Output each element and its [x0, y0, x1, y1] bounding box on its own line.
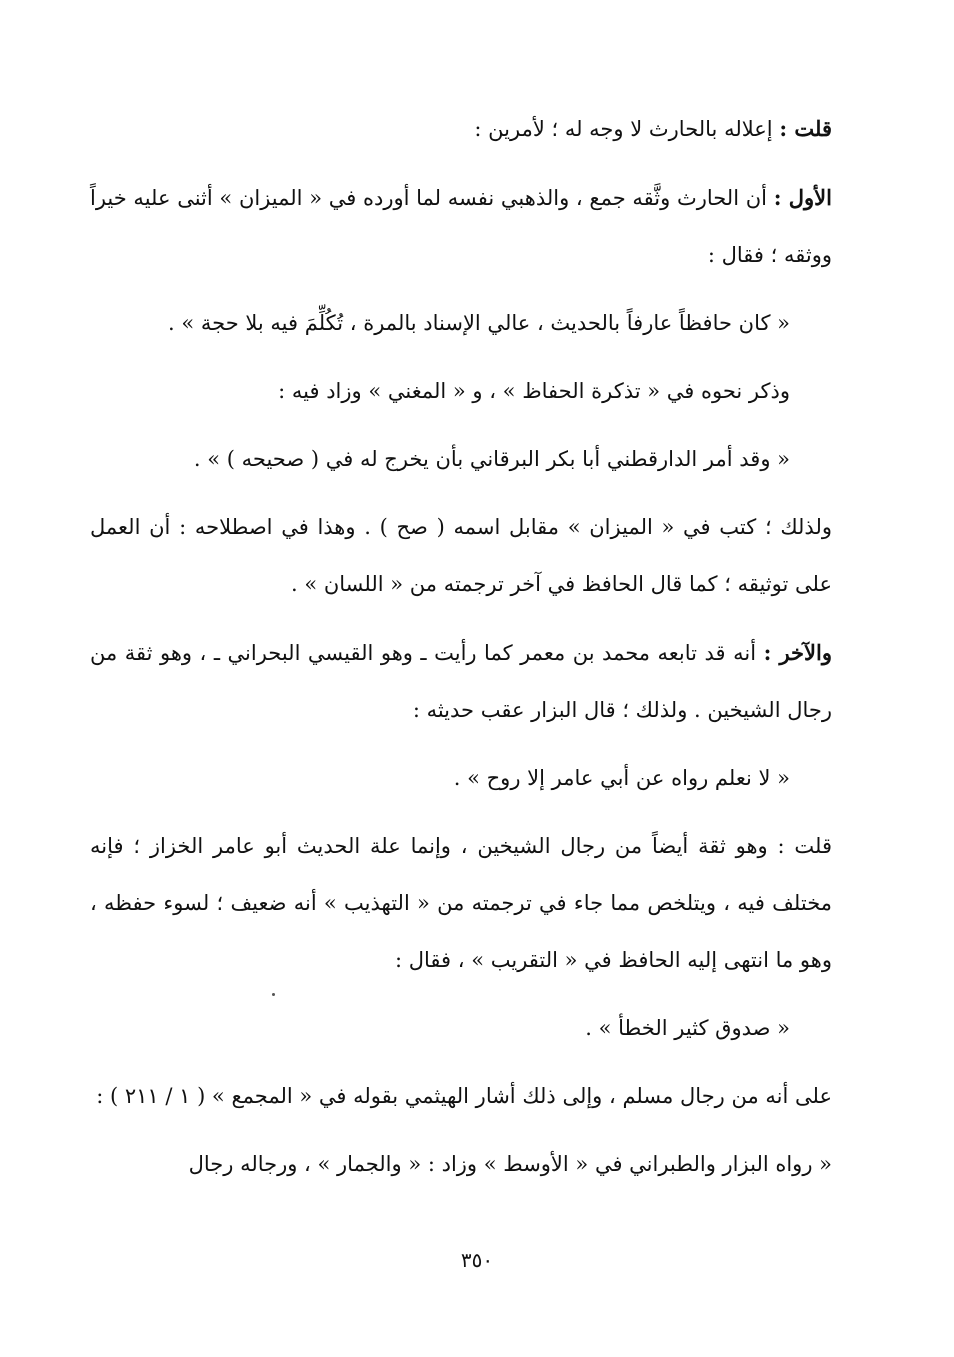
paragraph-text: قلت : وهو ثقة أيضاً من رجال الشيخين ، وإنما علة الحديث أبو عامر الخزاز ؛ فإنه مختلف فيه ، ويتلخص مما جاء في ترجمته من « التهذيب » أنه ضعيف ؛ لسوء حفظه ، وهو ما انتهى إليه الحافظ في « التقريب » ، فقال :	[90, 834, 832, 972]
scan-speck	[272, 993, 275, 996]
quote-text: « كان حافظاً عارفاً بالحديث ، عالي الإسناد بالمرة ، تُكُلِّمَ فيه بلا حجة » .	[168, 311, 790, 335]
paragraph-majma	[90, 1068, 832, 1125]
paragraph-text: إعلاله بالحارث لا وجه له ؛ لأمرين :	[474, 117, 773, 141]
paragraph-tadhkira	[90, 363, 832, 420]
paragraph-text: « رواه البزار والطبراني في « الأوسط » وزاد : « والجمار » ، ورجاله رجال	[188, 1152, 832, 1176]
paragraph-lead: قلت :	[779, 116, 832, 141]
paragraph-text: ولذلك ؛ كتب في « الميزان » مقابل اسمه ( صح ) . وهذا في اصطلاحه : أن العمل على توثيقه ؛ كما قال الحافظ في آخر ترجمته من « اللسان » .	[90, 515, 832, 596]
page-number: ٣٥٠	[460, 1248, 494, 1272]
quote-text: « لا نعلم رواه عن أبي عامر إلا روح » .	[453, 766, 790, 790]
paragraph-text: وذكر نحوه في « تذكرة الحفاظ » ، و « المغني » وزاد فيه :	[278, 379, 790, 403]
quote-text: « وقد أمر الدارقطني أبا بكر البرقاني بأن يخرج له في ( صحيحه ) » .	[193, 447, 790, 471]
paragraph-lead: الأول :	[773, 185, 832, 210]
paragraph-first-reason	[90, 169, 832, 284]
quote-daraqutni	[90, 431, 832, 488]
paragraph-second-reason	[90, 624, 832, 739]
paragraph-first-objection	[90, 100, 832, 158]
quote-bazzar	[90, 750, 832, 807]
paragraph-sahh-mark	[90, 499, 832, 613]
paragraph-illah	[90, 818, 832, 989]
quote-text: « صدوق كثير الخطأ » .	[585, 1016, 790, 1040]
quote-taqrib	[90, 1000, 832, 1057]
paragraph-majma-quote	[90, 1136, 832, 1193]
quote-mizan	[90, 295, 832, 352]
paragraph-lead: والآخر :	[763, 640, 832, 665]
paragraph-text: أن الحارث وثَّقه جمع ، والذهبي نفسه لما أورده في « الميزان » أثنى عليه خيراً ووثقه ؛ فقال :	[90, 186, 832, 267]
paragraph-text: على أنه من رجال مسلم ، وإلى ذلك أشار الهيثمي بقوله في « المجمع » ( ١ / ٢١١ ) :	[96, 1084, 832, 1108]
paragraph-text: أنه قد تابعه محمد بن معمر كما رأيت ـ وهو القيسي البحراني ـ ، وهو ثقة من رجال الشيخين . ولذلك ؛ قال البزار عقب حديثه :	[90, 641, 832, 722]
page-body	[90, 100, 832, 1204]
